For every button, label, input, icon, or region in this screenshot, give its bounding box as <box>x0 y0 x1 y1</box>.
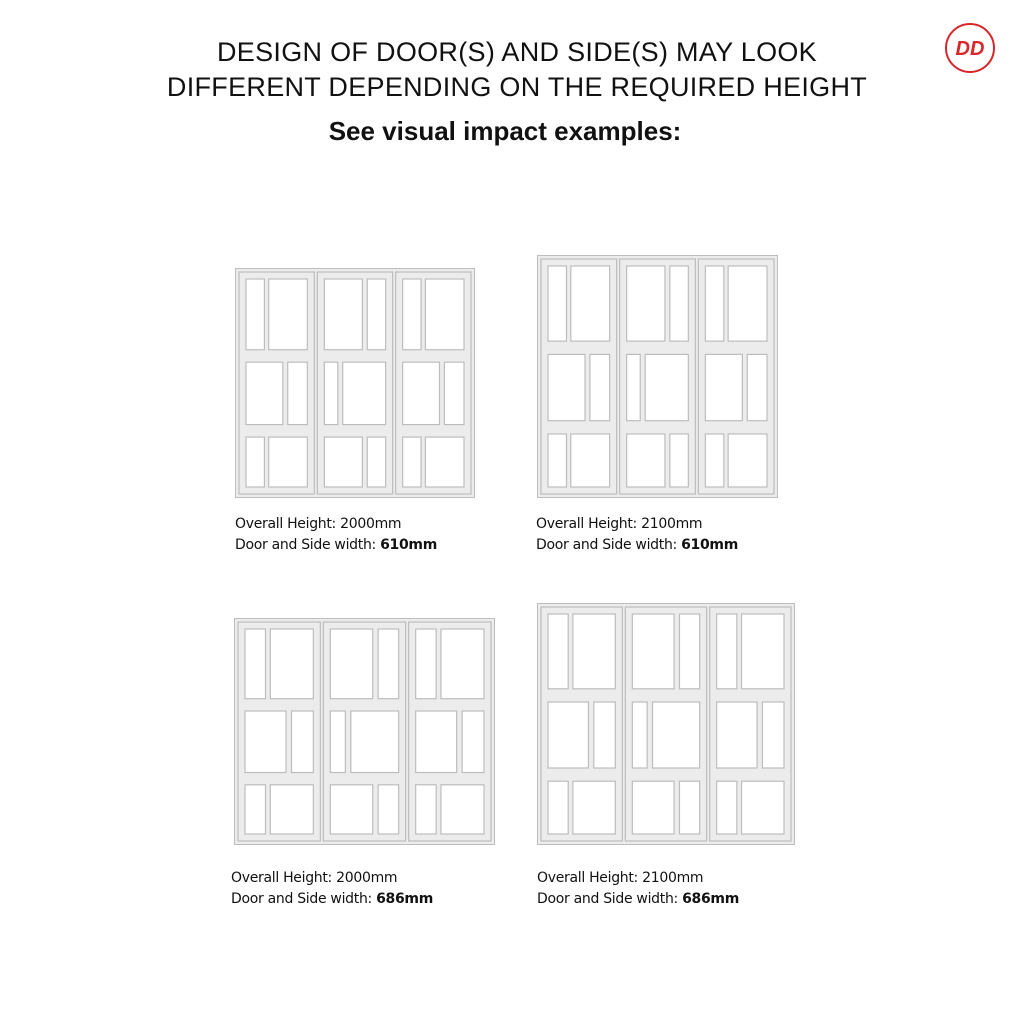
width-line: Door and Side width: 610mm <box>235 537 438 553</box>
glass-pane <box>705 354 742 420</box>
glass-pane <box>351 711 399 773</box>
glass-pane <box>571 434 610 487</box>
glass-pane <box>367 437 385 487</box>
overall-height-line: Overall Height: 2100mm <box>536 516 703 532</box>
overall-height-line: Overall Height: 2000mm <box>235 516 402 532</box>
overall-height-value: 2100mm <box>642 870 704 886</box>
glass-pane <box>705 266 724 341</box>
glass-pane <box>378 629 399 699</box>
glass-pane <box>590 354 610 420</box>
glass-pane <box>632 614 674 689</box>
glass-pane <box>288 362 308 424</box>
door-set-2000-610 <box>235 268 475 498</box>
glass-pane <box>425 437 464 487</box>
glass-pane <box>653 702 700 768</box>
overall-height-line: Overall Height: 2000mm <box>231 870 398 886</box>
width-line: Door and Side width: 610mm <box>536 537 739 553</box>
glass-pane <box>367 279 385 350</box>
glass-pane <box>573 614 615 689</box>
glass-pane <box>548 266 567 341</box>
heading-line-1: DESIGN OF DOOR(S) AND SIDE(S) MAY LOOK <box>217 37 817 67</box>
glass-pane <box>403 437 421 487</box>
glass-pane <box>742 781 784 834</box>
example-caption <box>235 514 437 556</box>
example-caption <box>536 514 738 556</box>
overall-height-value: 2000mm <box>340 516 402 532</box>
glass-pane <box>627 434 665 487</box>
glass-pane <box>246 279 264 350</box>
glass-pane <box>548 781 568 834</box>
glass-pane <box>343 362 386 424</box>
glass-pane <box>717 781 737 834</box>
door-set-2100-610 <box>537 255 778 498</box>
glass-pane <box>291 711 313 773</box>
glass-pane <box>324 437 362 487</box>
heading-line-2: DIFFERENT DEPENDING ON THE REQUIRED HEIGHT <box>166 72 868 102</box>
glass-pane <box>645 354 688 420</box>
glass-pane <box>670 434 689 487</box>
overall-height-value: 2100mm <box>641 516 703 532</box>
glass-pane <box>245 711 286 773</box>
glass-pane <box>548 702 588 768</box>
glass-pane <box>378 785 399 834</box>
glass-pane <box>627 354 641 420</box>
glass-pane <box>403 362 440 424</box>
width-value: 610mm <box>681 537 739 553</box>
glass-pane <box>594 702 616 768</box>
glass-pane <box>330 785 372 834</box>
width-line: Door and Side width: 686mm <box>537 891 740 907</box>
example-caption <box>537 868 739 910</box>
glass-pane <box>548 354 585 420</box>
glass-pane <box>269 279 308 350</box>
glass-pane <box>246 362 283 424</box>
width-value: 686mm <box>682 891 740 907</box>
dd-logo-icon <box>945 23 995 73</box>
glass-pane <box>679 614 699 689</box>
width-line: Door and Side width: 686mm <box>231 891 434 907</box>
glass-pane <box>270 785 313 834</box>
glass-pane <box>632 702 647 768</box>
glass-pane <box>416 711 457 773</box>
door-set-2000-686 <box>234 618 495 845</box>
glass-pane <box>571 266 610 341</box>
example-caption <box>231 868 433 910</box>
width-value: 686mm <box>376 891 434 907</box>
glass-pane <box>632 781 674 834</box>
glass-pane <box>441 629 484 699</box>
glass-pane <box>679 781 699 834</box>
door-set-2100-686 <box>537 603 795 845</box>
overall-height-value: 2000mm <box>336 870 398 886</box>
glass-pane <box>425 279 464 350</box>
overall-height-line: Overall Height: 2100mm <box>537 870 704 886</box>
glass-pane <box>270 629 313 699</box>
glass-pane <box>416 785 437 834</box>
glass-pane <box>548 614 568 689</box>
glass-pane <box>728 266 767 341</box>
glass-pane <box>330 629 372 699</box>
glass-pane <box>330 711 345 773</box>
glass-pane <box>245 785 266 834</box>
glass-pane <box>728 434 767 487</box>
glass-pane <box>324 279 362 350</box>
glass-pane <box>416 629 437 699</box>
glass-pane <box>627 266 665 341</box>
glass-pane <box>245 629 266 699</box>
glass-pane <box>462 711 484 773</box>
glass-pane <box>717 614 737 689</box>
glass-pane <box>573 781 615 834</box>
glass-pane <box>762 702 784 768</box>
glass-pane <box>747 354 767 420</box>
glass-pane <box>444 362 464 424</box>
glass-pane <box>246 437 264 487</box>
glass-pane <box>717 702 757 768</box>
subtitle: See visual impact examples: <box>328 116 682 146</box>
glass-pane <box>324 362 337 424</box>
width-value: 610mm <box>380 537 438 553</box>
glass-pane <box>269 437 308 487</box>
logo-text: DD <box>955 38 985 60</box>
glass-pane <box>403 279 421 350</box>
glass-pane <box>705 434 724 487</box>
glass-pane <box>670 266 689 341</box>
glass-pane <box>548 434 567 487</box>
glass-pane <box>441 785 484 834</box>
glass-pane <box>742 614 784 689</box>
